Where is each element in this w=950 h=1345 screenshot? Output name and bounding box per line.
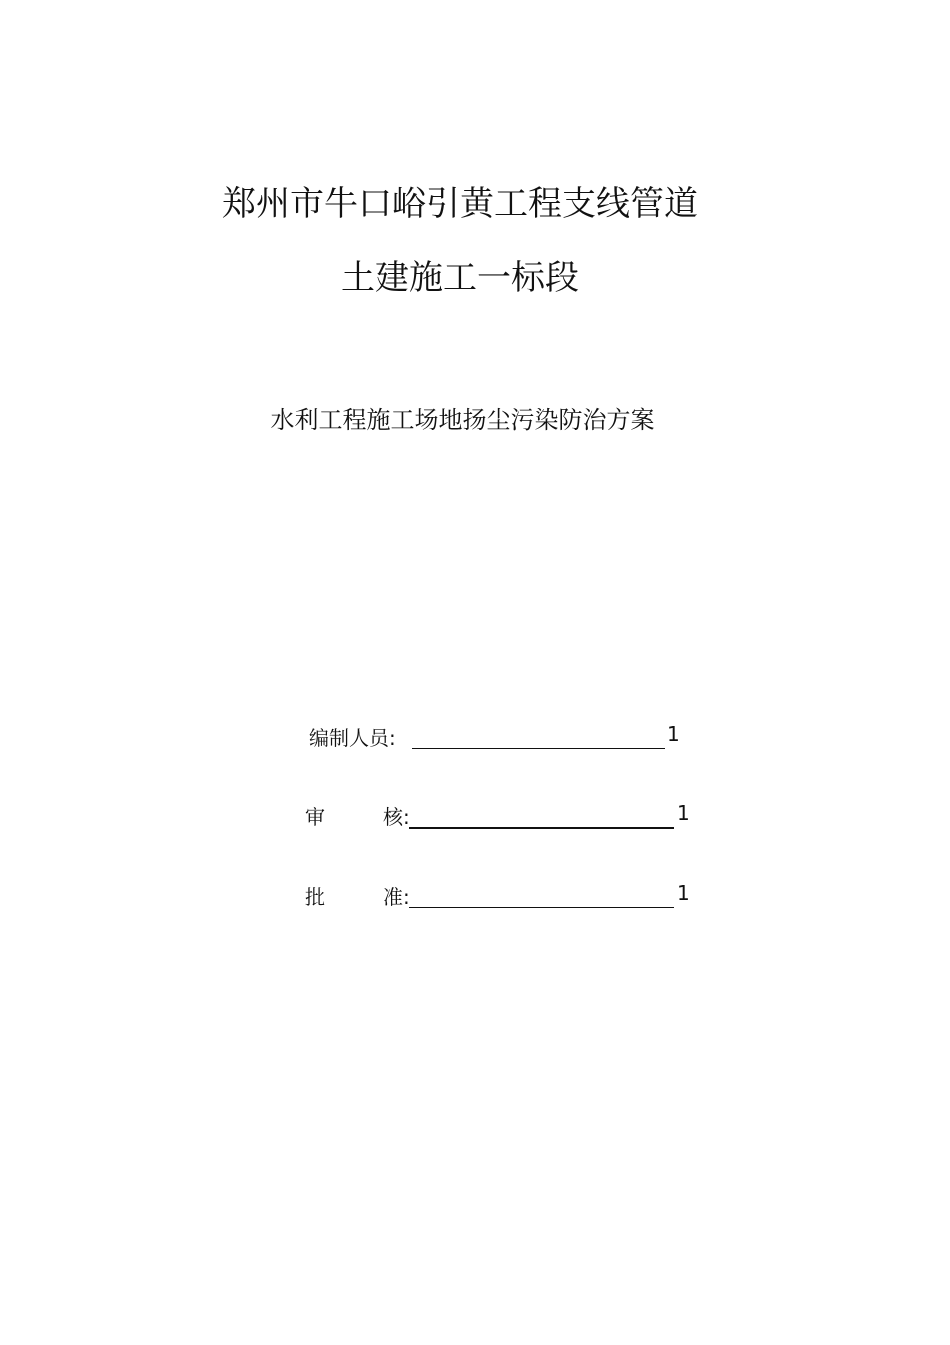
approver-suffix: 1 [677, 881, 690, 905]
reviewer-suffix: 1 [677, 801, 690, 825]
reviewer-signature-line [409, 827, 674, 829]
compiler-suffix: 1 [667, 722, 680, 746]
document-subtitle: 水利工程施工场地扬尘污染防治方案 [270, 406, 655, 434]
signature-row-reviewer [0, 801, 950, 831]
document-title-line1: 郑州市牛口峪引黄工程支线管道 [222, 184, 698, 224]
document-title-line2: 土建施工一标段 [341, 258, 579, 298]
approver-label-a: 批 [305, 885, 325, 909]
reviewer-label-a: 审 [305, 805, 325, 829]
signature-row-compiler [0, 722, 950, 752]
signature-row-approver [0, 881, 950, 911]
approver-signature-line [409, 907, 674, 908]
approver-label-b: 准: [383, 885, 410, 909]
compiler-signature-line [412, 748, 665, 749]
compiler-label: 编制人员: [309, 726, 396, 750]
reviewer-label-b: 核: [383, 805, 410, 829]
